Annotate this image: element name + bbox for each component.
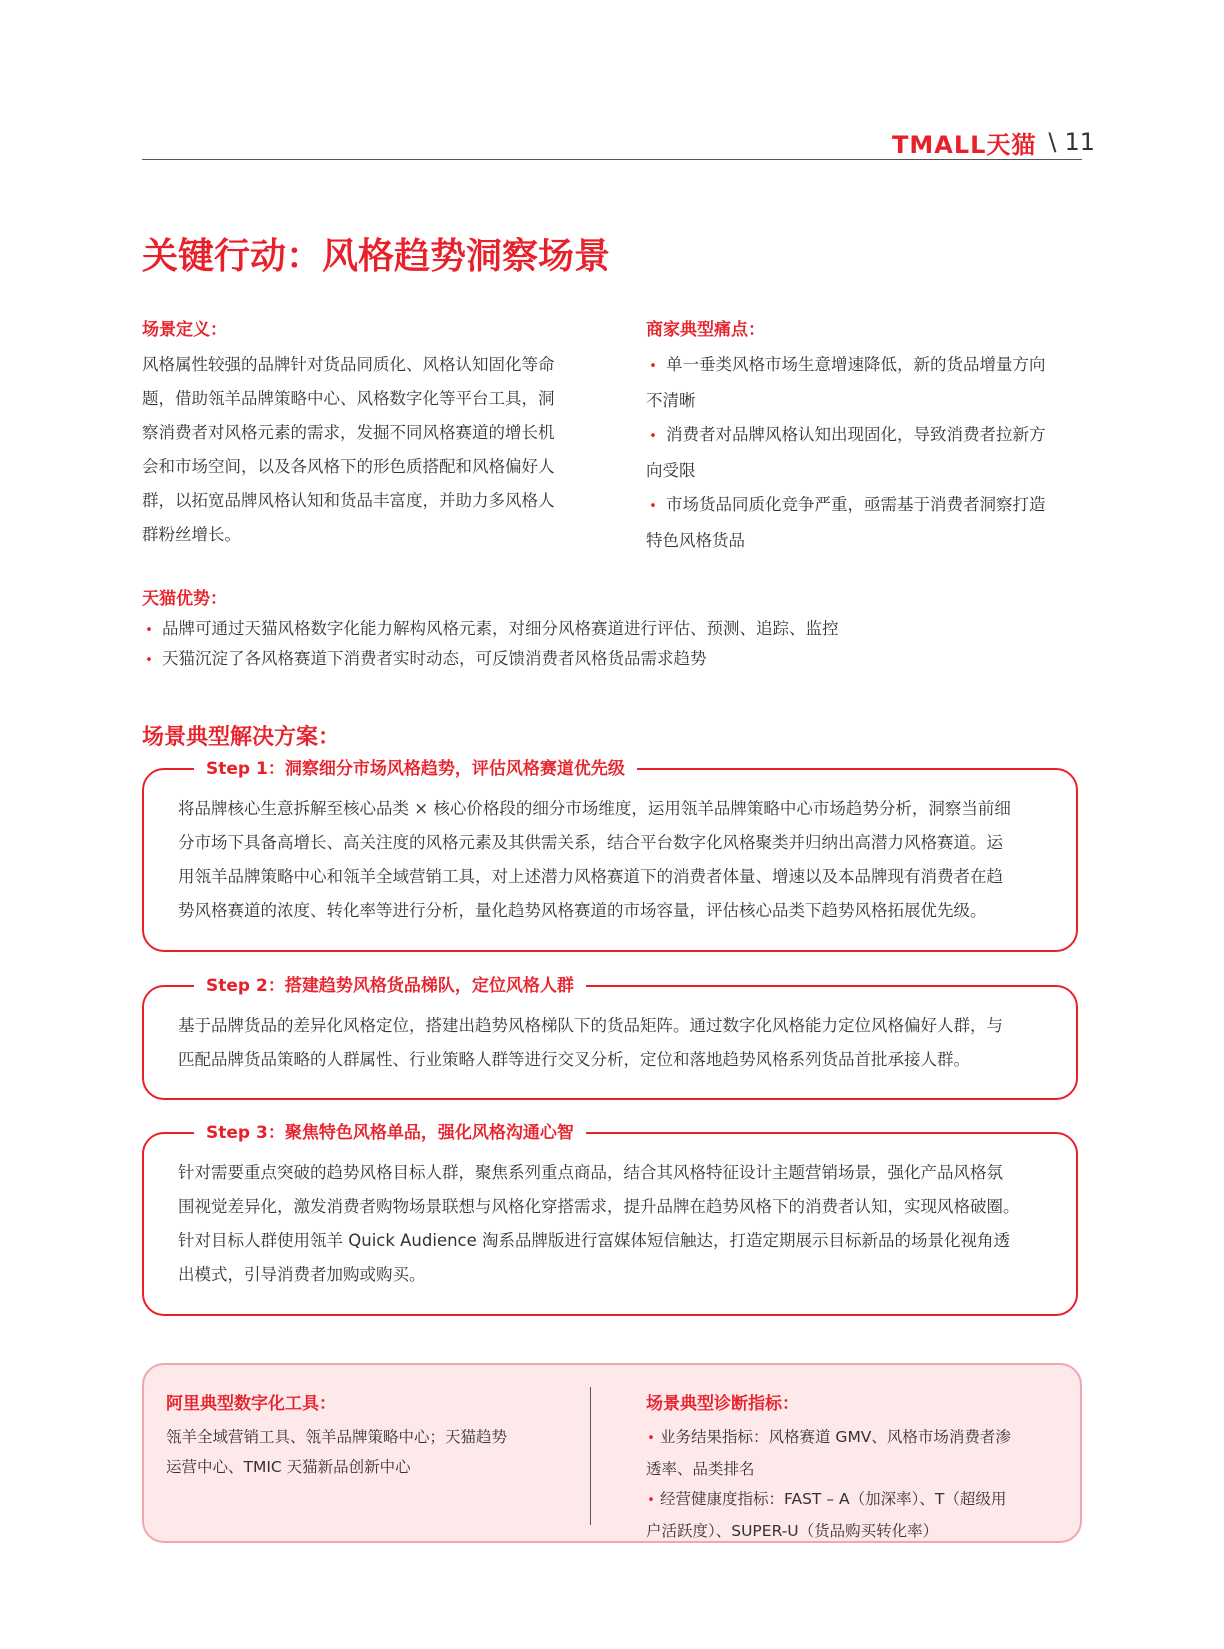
text-line: 用瓴羊品牌策略中心和瓴羊全域营销工具，对上述潜力风格赛道下的消费者体量、增速以及本品牌现有消费者在趋 xyxy=(178,867,1003,886)
step-3-title: Step 3：聚焦特色风格单品，强化风格沟通心智 xyxy=(194,1121,586,1145)
scene-definition-text xyxy=(142,348,582,552)
diagnostic-metrics xyxy=(646,1389,1056,1546)
list-item: • 天猫沉淀了各风格赛道下消费者实时动态，可反馈消费者风格货品需求趋势 xyxy=(142,645,1082,675)
pain-points-list xyxy=(646,348,1096,558)
list-item: • 消费者对品牌风格认知出现固化，导致消费者拉新方 向受限 xyxy=(646,418,1096,488)
text-line: 分市场下具备高增长、高关注度的风格元素及其供需关系，结合平台数字化风格聚类并归纳出高潜力风格赛道。运 xyxy=(178,833,1003,852)
step-1-text xyxy=(178,792,1042,928)
step-2-box xyxy=(142,976,1078,1100)
scene-definition-label: 场景定义： xyxy=(142,320,227,340)
text-line: 将品牌核心生意拆解至核心品类 × 核心价格段的细分市场维度，运用瓴羊品牌策略中心市场趋势分析，洞察当前细 xyxy=(178,799,1011,818)
tools-metrics-panel xyxy=(142,1363,1082,1543)
page-number: 11 xyxy=(1064,128,1096,156)
tmall-advantages-label: 天猫优势： xyxy=(142,589,227,609)
text-line: 风格属性较强的品牌针对货品同质化、风格认知固化等命 xyxy=(142,355,555,374)
panel-divider xyxy=(590,1387,591,1525)
header-divider xyxy=(142,159,1082,160)
bullet-icon: • xyxy=(649,429,657,444)
text-line: 运营中心、TMIC 天猫新品创新中心 xyxy=(166,1458,411,1476)
text-line: 群，以拓宽品牌风格认知和货品丰富度，并助力多风格人 xyxy=(142,491,555,510)
step-1-box xyxy=(142,759,1078,952)
list-item: • 品牌可通过天猫风格数字化能力解构风格元素，对细分风格赛道进行评估、预测、追踪、监控 xyxy=(142,615,1082,645)
pain-points xyxy=(646,315,1096,558)
bullet-icon: • xyxy=(649,499,657,514)
pain-points-label: 商家典型痛点： xyxy=(646,320,765,340)
step-2-title: Step 2：搭建趋势风格货品梯队，定位风格人群 xyxy=(194,974,586,998)
step-2-text xyxy=(178,1009,1042,1077)
list-item: • 单一垂类风格市场生意增速降低，新的货品增量方向 不清晰 xyxy=(646,348,1096,418)
text-line: 出模式，引导消费者加购或购买。 xyxy=(178,1265,426,1284)
text-line: 题，借助瓴羊品牌策略中心、风格数字化等平台工具，洞 xyxy=(142,389,555,408)
step-3-text xyxy=(178,1156,1042,1292)
text-line: 瓴羊全域营销工具、瓴羊品牌策略中心；天猫趋势 xyxy=(166,1428,508,1446)
text-line: 针对目标人群使用瓴羊 Quick Audience 淘系品牌版进行富媒体短信触达，打造定期展示目标新品的场景化视角透 xyxy=(178,1231,1011,1250)
bullet-icon: • xyxy=(145,653,153,668)
text-line: 会和市场空间，以及各风格下的形色质搭配和风格偏好人 xyxy=(142,457,555,476)
metrics-list xyxy=(646,1422,1056,1546)
digital-tools-label: 阿里典型数字化工具： xyxy=(166,1394,336,1414)
header-logo xyxy=(892,128,1096,159)
step-3-box xyxy=(142,1123,1078,1316)
tmall-logo: TMALL天猫 xyxy=(892,130,1037,159)
text-line: 势风格赛道的浓度、转化率等进行分析，量化趋势风格赛道的市场容量，评估核心品类下趋势风格拓展优先级。 xyxy=(178,901,987,920)
bullet-icon: • xyxy=(647,1431,655,1446)
step-1-title: Step 1：洞察细分市场风格趋势，评估风格赛道优先级 xyxy=(194,757,637,781)
bullet-icon: • xyxy=(145,623,153,638)
list-item: • 经营健康度指标：FAST – A（加深率）、T（超级用 户活跃度）、SUPER-U（货品购买转化率） xyxy=(646,1484,1056,1546)
scene-definition xyxy=(142,315,582,552)
solutions-title: 场景典型解决方案： xyxy=(142,725,341,750)
bullet-icon: • xyxy=(647,1493,655,1508)
text-line: 围视觉差异化，激发消费者购物场景联想与风格化穿搭需求，提升品牌在趋势风格下的消费者认知，实现风格破圈。 xyxy=(178,1197,1020,1216)
header-separator: \ xyxy=(1048,128,1057,156)
digital-tools xyxy=(166,1389,566,1482)
list-item: • 业务结果指标：风格赛道 GMV、风格市场消费者渗 透率、品类排名 xyxy=(646,1422,1056,1484)
digital-tools-text xyxy=(166,1422,566,1482)
text-line: 基于品牌货品的差异化风格定位，搭建出趋势风格梯队下的货品矩阵。通过数字化风格能力定位风格偏好人群，与 xyxy=(178,1016,1003,1035)
list-item: • 市场货品同质化竞争严重，亟需基于消费者洞察打造 特色风格货品 xyxy=(646,488,1096,558)
text-line: 群粉丝增长。 xyxy=(142,525,241,544)
text-line: 匹配品牌货品策略的人群属性、行业策略人群等进行交叉分析，定位和落地趋势风格系列货品首批承接人群。 xyxy=(178,1050,970,1069)
text-line: 察消费者对风格元素的需求，发掘不同风格赛道的增长机 xyxy=(142,423,555,442)
page-title: 关键行动：风格趋势洞察场景 xyxy=(142,236,611,277)
bullet-icon: • xyxy=(649,359,657,374)
diagnostic-metrics-label: 场景典型诊断指标： xyxy=(646,1394,799,1414)
advantages-list xyxy=(142,615,1082,675)
text-line: 针对需要重点突破的趋势风格目标人群，聚焦系列重点商品，结合其风格特征设计主题营销场景，强化产品风格氛 xyxy=(178,1163,1003,1182)
tmall-advantages xyxy=(142,584,1082,675)
